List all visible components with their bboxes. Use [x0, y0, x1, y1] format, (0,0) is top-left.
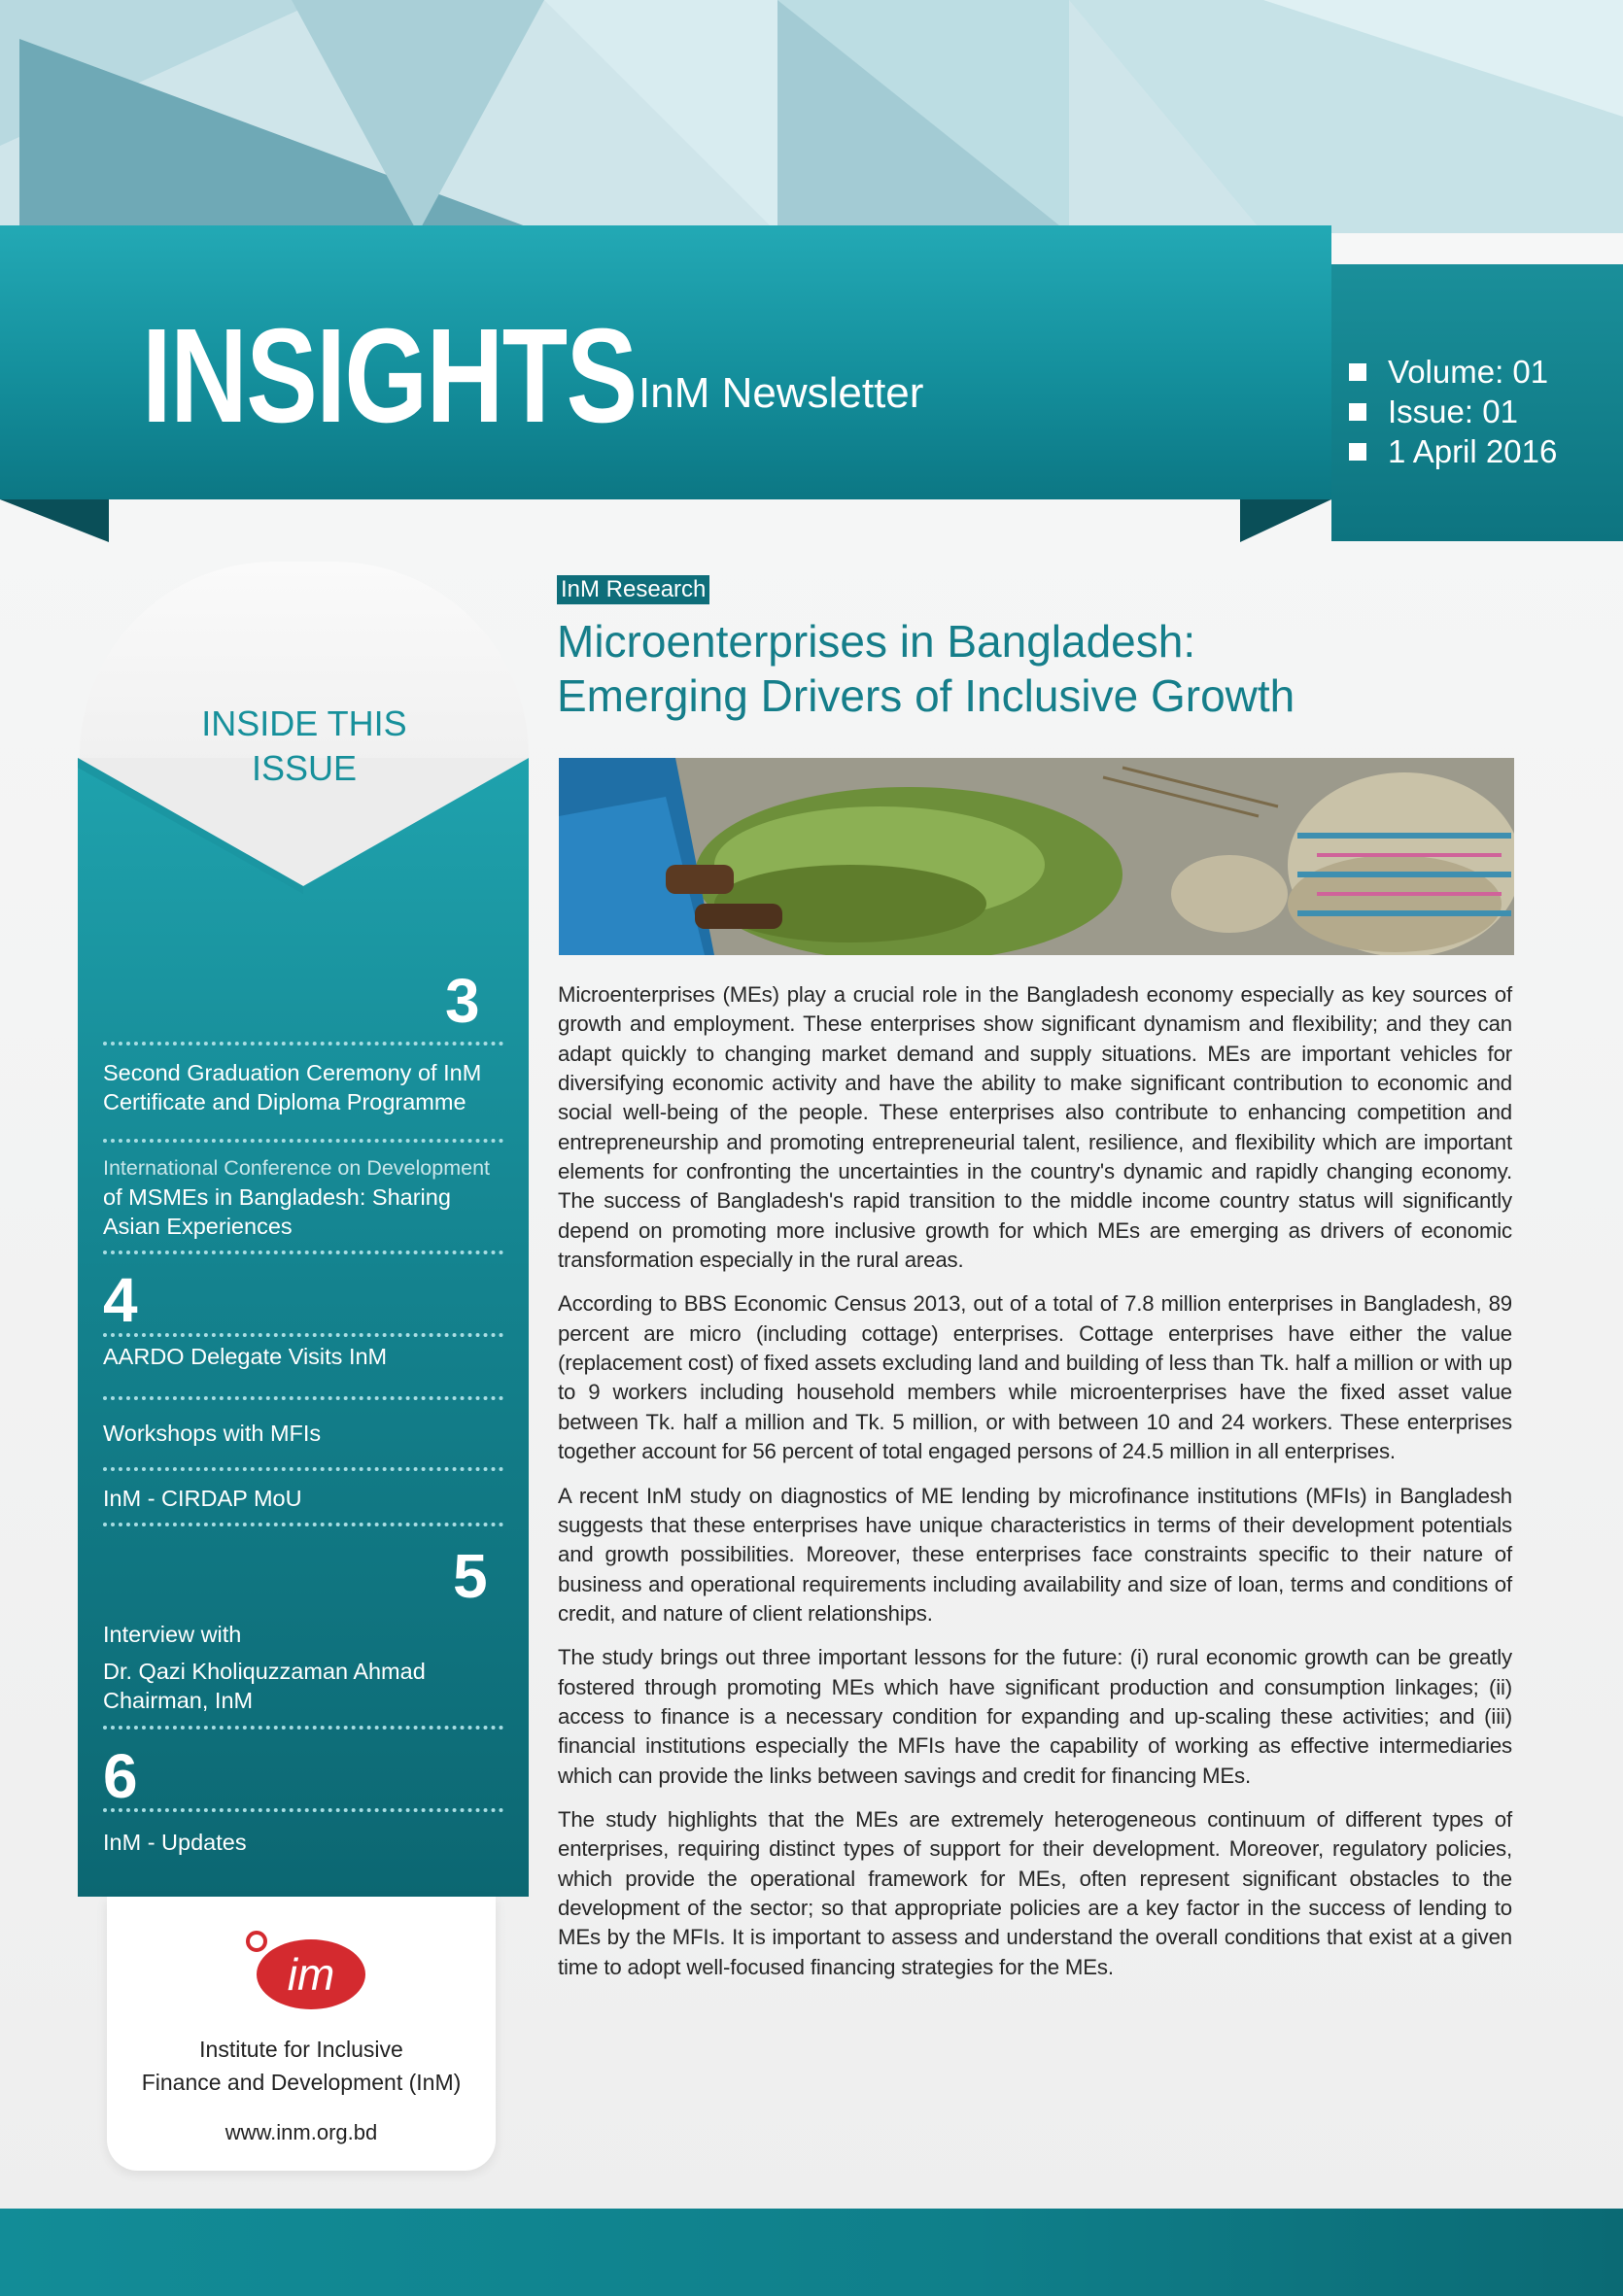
- article-paragraph: A recent InM study on diagnostics of ME lending by microfinance institutions (MFIs) in Bangladesh suggests that these enterprises have unique characteristics in terms of their development potentials and growth possibilities. Moreover, these enterprises face constraints specific to their nature of business and operational requirements including availability and size of loan, terms and conditions of credit, and nature of client relationships.: [558, 1483, 1512, 1626]
- divider: [103, 1396, 503, 1400]
- article-paragraph: The study highlights that the MEs are extremely heterogeneous continuum of different types of enterprises, requiring distinct types of support for their development. Moreover, regulatory policies, which provide the operational framework for MEs, often represent significant obstacles to the development of the sector; so that appropriate policies are a key factor in the success of lending to MEs by the MFIs. It is important to assess and understand the overall conditions that exist at a given time to adopt well-focused financing strategies for the MEs.: [558, 1806, 1512, 1979]
- toc-item-conference-line1[interactable]: International Conference on Development: [103, 1156, 491, 1180]
- date-line: 1 April 2016: [1349, 431, 1557, 471]
- toc-page-5: 5: [453, 1541, 488, 1611]
- volume-line: Volume: 01: [1349, 352, 1557, 392]
- square-bullet-icon: [1349, 403, 1366, 421]
- divider: [103, 1467, 503, 1471]
- divider: [103, 1139, 503, 1143]
- newsletter-subtitle: InM Newsletter: [639, 369, 924, 417]
- article-body: [558, 980, 1512, 1997]
- inm-logo-icon: [243, 1928, 369, 2015]
- ribbon-fold-left: [0, 499, 109, 542]
- toc-page-4: 4: [103, 1265, 138, 1335]
- article-paragraph: Microenterprises (MEs) play a crucial role in the Bangladesh economy especially as key sources of growth and employment. These enterprises show significant dynamism and flexibility; and they can adapt quickly to changing market demand and supply situations. MEs are important vehicles for diversifying economic activity and have the ability to make significant contribution to economic and social well-being of the people. These enterprises also contribute to enhancing competition and entrepreneurship and promoting entrepreneurial talent, resilience, and flexibility which are important elements for confronting the uncertainties in the country's dynamic and rapidly changing economy. The success of Bangladesh's rapid transition to the middle income country status will significantly depend on promoting more inclusive growth for which MEs are emerging as drivers of economic transformation especially in the rural areas.: [558, 982, 1512, 1273]
- toc-item-graduation-ceremony[interactable]: Second Graduation Ceremony of InM Certificate and Diploma Programme: [103, 1060, 482, 1114]
- toc-page-6: 6: [103, 1741, 138, 1811]
- divider: [103, 1808, 503, 1812]
- article-paragraph: The study brings out three important lessons for the future: (i) rural economic growth can be greatly fostered through promoting MEs which have significant production and consumption linkages; (ii) access to finance is a necessary condition for expanding and up-scaling these activities; and (iii) financial institutions especially the MFIs have the capability of working as effective intermediaries which can provide the links between savings and credit for financing MEs.: [558, 1645, 1512, 1788]
- divider: [103, 1251, 503, 1254]
- svg-text:im: im: [287, 1949, 335, 2000]
- toc-item-interview[interactable]: Interview with: [103, 1622, 242, 1647]
- toc-item-updates[interactable]: InM - Updates: [103, 1830, 247, 1855]
- toc-page-3: 3: [445, 966, 480, 1036]
- header-decoration: [0, 0, 1623, 233]
- issue-line: Issue: 01: [1349, 392, 1557, 431]
- toc-item-aardo[interactable]: AARDO Delegate Visits InM: [103, 1344, 388, 1369]
- divider: [103, 1726, 503, 1730]
- ribbon-fold-right: [1240, 499, 1331, 542]
- organization-card: [107, 1897, 496, 2171]
- article-headline: Microenterprises in Bangladesh: Emerging Drivers of Inclusive Growth: [557, 616, 1295, 721]
- square-bullet-icon: [1349, 443, 1366, 461]
- divider: [103, 1333, 503, 1337]
- toc-item-conference-line2[interactable]: of MSMEs in Bangladesh: Sharing Asian Experiences: [103, 1184, 451, 1239]
- square-bullet-icon: [1349, 363, 1366, 381]
- issue-meta: [1349, 352, 1557, 471]
- divider: [103, 1523, 503, 1526]
- divider: [103, 1042, 503, 1045]
- toc-item-workshops[interactable]: Workshops with MFIs: [103, 1421, 322, 1446]
- inside-this-issue-heading: INSIDE THIS ISSUE: [201, 703, 407, 788]
- section-tag: InM Research: [557, 575, 709, 604]
- article-photo: [559, 758, 1514, 955]
- organization-name: Institute for Inclusive Finance and Development (InM): [141, 2037, 462, 2095]
- article-paragraph: According to BBS Economic Census 2013, out of a total of 7.8 million enterprises in Bangladesh, 89 percent are micro (including cottage) enterprises. Cottage enterprises have either the value (replacement cost) of fixed assets excluding land and building of less than Tk. half a million or with up to 9 workers including household members while microenterprises have the fixed asset value between Tk. half a million and Tk. 5 million, or with between 10 and 24 workers. These enterprises together account for 56 percent of total engaged persons of 24.5 million in all enterprises.: [558, 1291, 1512, 1464]
- toc-item-cirdap[interactable]: InM - CIRDAP MoU: [103, 1486, 302, 1511]
- organization-url[interactable]: www.inm.org.bd: [224, 2120, 378, 2144]
- newsletter-title: INSIGHTS: [142, 301, 637, 451]
- footer-band: [0, 2209, 1623, 2296]
- toc-item-interviewee[interactable]: Dr. Qazi Kholiquzzaman Ahmad Chairman, InM: [103, 1659, 426, 1713]
